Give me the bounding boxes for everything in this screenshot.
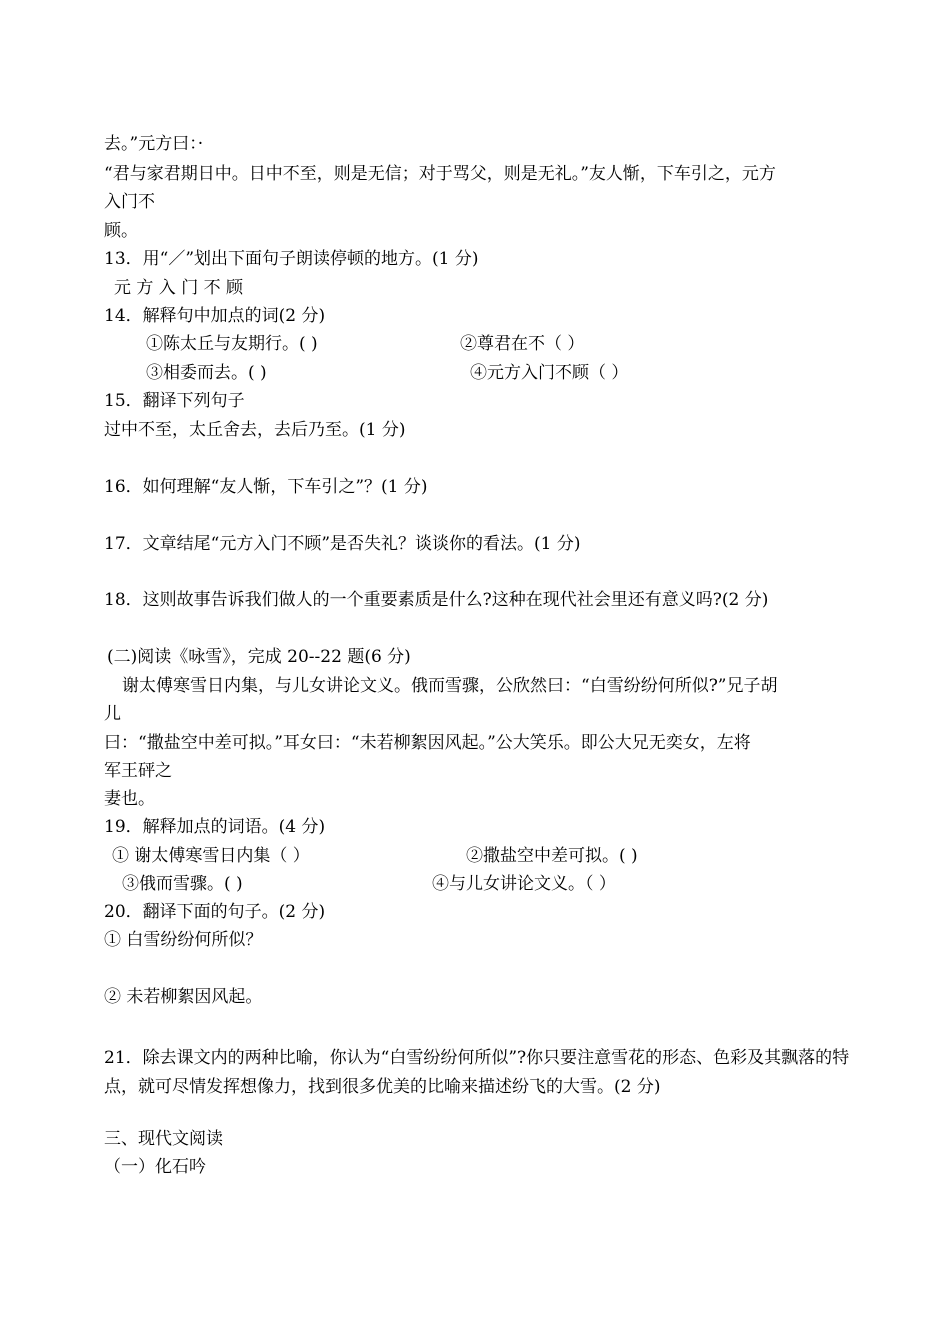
poem-passage-line: 儿 — [104, 704, 121, 724]
question-15: 15．翻译下列句子 — [104, 391, 245, 411]
question-19-item: ②撒盐空中差可拟。( ) — [466, 846, 638, 866]
poem-passage-line: 曰：“撒盐空中差可拟。”耳女曰：“未若柳絮因风起。”公大笑乐。即公大兄无奕女，左将 — [104, 733, 751, 753]
passage-line: 顾。 — [104, 221, 138, 241]
poem-passage-line: 妻也。 — [104, 789, 155, 809]
question-18: 18．这则故事告诉我们做人的一个重要素质是什么?这种在现代社会里还有意义吗?(2 分) — [104, 590, 769, 610]
question-19: 19．解释加点的词语。(4 分) — [104, 817, 326, 837]
question-19-item: ③俄而雪骤。( ) — [122, 874, 243, 894]
question-16: 16．如何理解“友人惭，下车引之”？(1 分) — [104, 477, 428, 497]
question-15-sentence: 过中不至，太丘舍去，去后乃至。(1 分) — [104, 420, 406, 440]
question-13-sentence: 元 方 入 门 不 顾 — [114, 278, 244, 298]
question-20: 20．翻译下面的句子。(2 分) — [104, 902, 326, 922]
question-21: 21．除去课文内的两种比喻，你认为“白雪纷纷何所似”?你只要注意雪花的形态、色彩及其飘落的特点，就可尽情发挥想像力，找到很多优美的比喻来描述纷飞的大雪。(2 分) — [104, 1048, 850, 1097]
question-13: 13．用“／”划出下面句子朗读停顿的地方。(1 分) — [104, 249, 479, 269]
question-19-item: ④与儿女讲论文义。（ ） — [432, 874, 616, 894]
section-2-heading: (二)阅读《咏雪》，完成 20--22 题(6 分) — [107, 647, 411, 667]
passage-line: 入门不 — [104, 192, 155, 212]
question-14: 14．解释句中加点的词(2 分) — [104, 306, 326, 326]
section-3-subheading: （一）化石吟 — [104, 1157, 206, 1177]
poem-passage-line: 谢太傅寒雪日内集，与儿女讲论文义。俄而雪骤，公欣然曰：“白雪纷纷何所似?”兄子胡 — [122, 676, 778, 696]
question-14-item: ②尊君在不（ ） — [460, 334, 585, 354]
question-17: 17．文章结尾“元方入门不顾”是否失礼？谈谈你的看法。(1 分) — [104, 534, 581, 554]
question-19-item: ① 谢太傅寒雪日内集（ ） — [112, 846, 310, 866]
passage-line: “君与家君期日中。日中不至，则是无信；对于骂父，则是无礼。”友人惭，下车引之，元方 — [104, 164, 776, 184]
question-14-item: ①陈太丘与友期行。( ) — [146, 334, 318, 354]
question-14-item: ④元方入门不顾（ ） — [470, 363, 629, 383]
poem-passage-line: 军王砰之 — [104, 761, 172, 781]
question-20-item: ① 白雪纷纷何所似？ — [104, 930, 263, 950]
passage-line: 去。”元方曰：· — [104, 134, 204, 154]
question-14-item: ③相委而去。( ) — [146, 363, 267, 383]
section-3-heading: 三、现代文阅读 — [104, 1129, 223, 1149]
question-20-item: ② 未若柳絮因风起。 — [104, 987, 263, 1007]
